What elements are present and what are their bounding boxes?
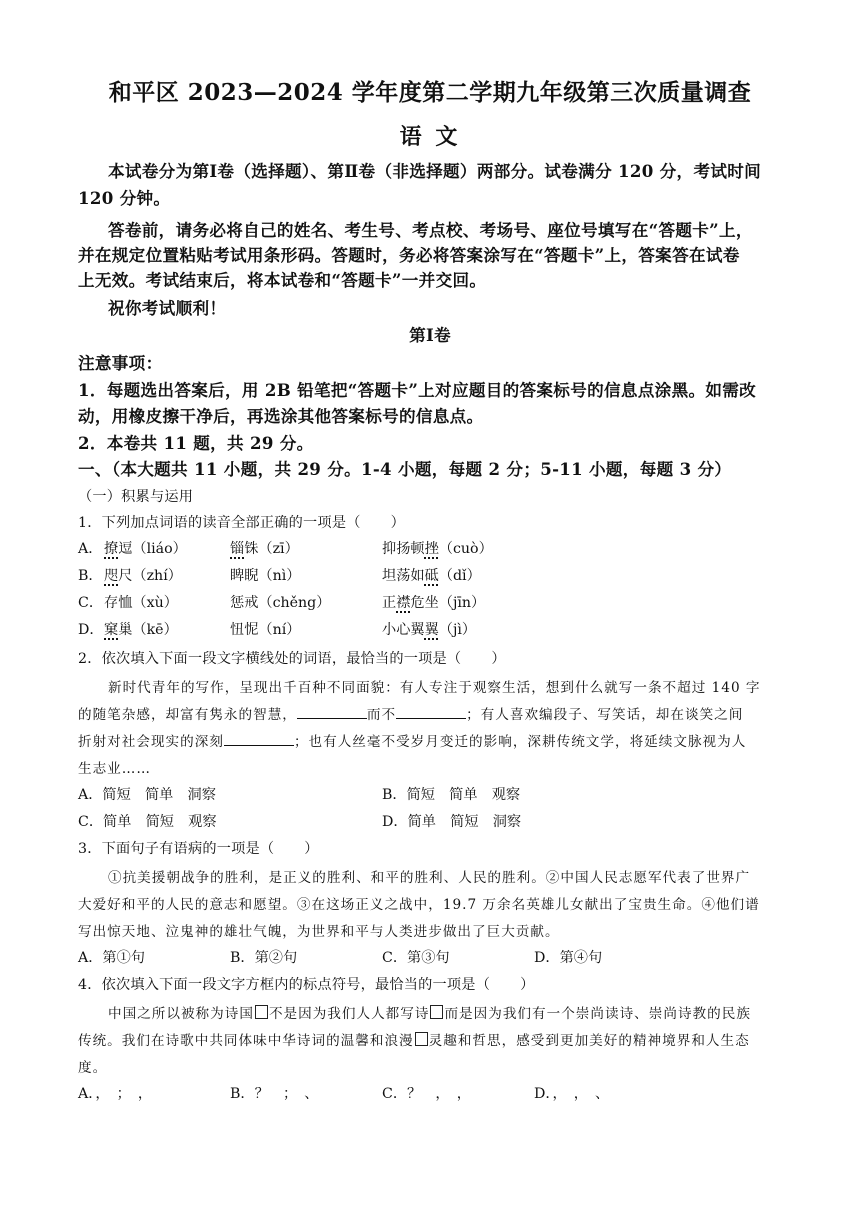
punctuation-box: [415, 1032, 428, 1046]
subsection-heading: （一）积累与运用: [78, 489, 194, 505]
section-heading: 一、（本大题共 11 小题，共 29 分。1-4 小题，每题 2 分；5-11 小题，每题 3 分）: [78, 459, 732, 479]
q3-option-a: A．第①句: [78, 950, 145, 966]
passage-line: 写出惊天地、泣鬼神的雄壮气魄，为世界和平与人类进步做出了巨大贡献。: [78, 924, 560, 940]
part-heading: 第Ⅰ卷: [409, 325, 451, 345]
q4-option-b: B．？ ； 、: [230, 1086, 319, 1102]
q1-option-word: 坦荡如砥（dǐ）: [382, 568, 481, 584]
intro-line: 本试卷分为第Ⅰ卷（选择题）、第Ⅱ卷（非选择题）两部分。试卷满分 120 分，考试时间: [108, 161, 762, 181]
q1-option-label: C．: [78, 595, 104, 611]
exam-title: 和平区 2023—2024 学年度第二学期九年级第三次质量调查: [108, 79, 752, 106]
q1-option-word: 窠巢（kē）: [104, 622, 178, 638]
question-3-stem: 3．下面句子有语病的一项是（ ）: [78, 841, 319, 857]
question-1-stem: 1．下列加点词语的读音全部正确的一项是（ ）: [78, 515, 405, 531]
intro-line: 120 分钟。: [78, 188, 171, 208]
q1-option-word: 忸怩（ní）: [230, 622, 301, 638]
question-2-stem: 2．依次填入下面一段文字横线处的词语，最恰当的一项是（ ）: [78, 651, 506, 667]
passage-line: 折射对社会现实的深刻 ；也有人丝毫不受岁月变迁的影响，深耕传统文学，将延续文脉视为人: [78, 734, 747, 750]
punctuation-box: [255, 1005, 268, 1019]
notice-line: 2．本卷共 11 题，共 29 分。: [78, 433, 314, 453]
q1-option-word: 撩逗（liáo）: [104, 541, 187, 557]
q1-option-word: 惩戒（chěng）: [230, 595, 331, 611]
answer-blank: [396, 706, 466, 719]
passage-line: 的随笔杂感，却富有隽永的智慧， 而不 ；有人喜欢编段子、写笑话，却在谈笑之间: [78, 707, 744, 723]
q1-option-label: A．: [78, 541, 103, 557]
q1-option-word: 锱铢（zī）: [230, 541, 299, 557]
intro-line: 祝你考试顺利！: [108, 298, 227, 318]
notice-title: 注意事项：: [78, 353, 163, 373]
notice-line: 1．每题选出答案后，用 2B 铅笔把“答题卡”上对应题目的答案标号的信息点涂黑。如需改: [78, 380, 757, 400]
q2-option-d: D．简单 简短 洞察: [382, 814, 522, 830]
q1-option-word: 小心翼翼（jì）: [382, 622, 477, 638]
q1-option-word: 存恤（xù）: [104, 595, 178, 611]
q3-option-c: C．第③句: [382, 950, 450, 966]
passage-line: 传统。我们在诗歌中共同体味中华诗词的温馨和浪漫 灵趣和哲思，感受到更加美好的精神境界和人生态: [78, 1033, 750, 1049]
q1-option-word: 咫尺（zhí）: [104, 568, 182, 584]
question-4-stem: 4．依次填入下面一段文字方框内的标点符号，最恰当的一项是（ ）: [78, 977, 535, 993]
q1-option-label: D．: [78, 622, 104, 638]
q4-option-c: C．？ ， ，: [382, 1086, 471, 1102]
passage-line: 度。: [78, 1060, 108, 1076]
answer-blank: [224, 733, 294, 746]
q2-option-c: C．简单 简短 观察: [78, 814, 217, 830]
notice-line: 动，用橡皮擦干净后，再选涂其他答案标号的信息点。: [78, 406, 484, 426]
q1-option-word: 抑扬顿挫（cuò）: [382, 541, 493, 557]
subject-title: 语 文: [399, 124, 461, 150]
q4-option-d: D．， ， 、: [534, 1086, 610, 1102]
passage-line: 新时代青年的写作，呈现出千百种不同面貌：有人专注于观察生活，想到什么就写一条不超过 140 字: [108, 680, 761, 696]
intro-line: 并在规定位置粘贴考试用条形码。答题时，务必将答案涂写在“答题卡”上，答案答在试卷: [78, 245, 740, 265]
q1-option-word: 正襟危坐（jīn）: [382, 595, 486, 611]
passage-line: ①抗美援朝战争的胜利，是正义的胜利、和平的胜利、人民的胜利。②中国人民志愿军代表了世界广: [108, 870, 751, 886]
q2-option-b: B．简短 简单 观察: [382, 787, 521, 803]
intro-line: 答卷前，请务必将自己的姓名、考生号、考点校、考场号、座位号填写在“答题卡”上，: [108, 220, 753, 240]
q2-option-a: A．简短 简单 洞察: [78, 787, 216, 803]
passage-line: 中国之所以被称为诗国 不是因为我们人人都写诗 而是因为我们有一个崇尚读诗、崇尚诗教的民族: [108, 1006, 751, 1022]
q1-option-label: B．: [78, 568, 103, 584]
q1-option-word: 睥睨（nì）: [230, 568, 301, 584]
q3-option-b: B．第②句: [230, 950, 298, 966]
passage-line: 生志业……: [78, 761, 151, 777]
passage-line: 大爱好和平的人民的意志和愿望。③在这场正义之战中，19.7 万余名英雄儿女献出了宝贵生命。④他们谱: [78, 897, 760, 913]
punctuation-box: [430, 1005, 443, 1019]
q3-option-d: D．第④句: [534, 950, 603, 966]
intro-line: 上无效。考试结束后，将本试卷和“答题卡”一并交回。: [78, 270, 487, 290]
q4-option-a: A．， ； ，: [78, 1086, 153, 1102]
answer-blank: [297, 706, 367, 719]
